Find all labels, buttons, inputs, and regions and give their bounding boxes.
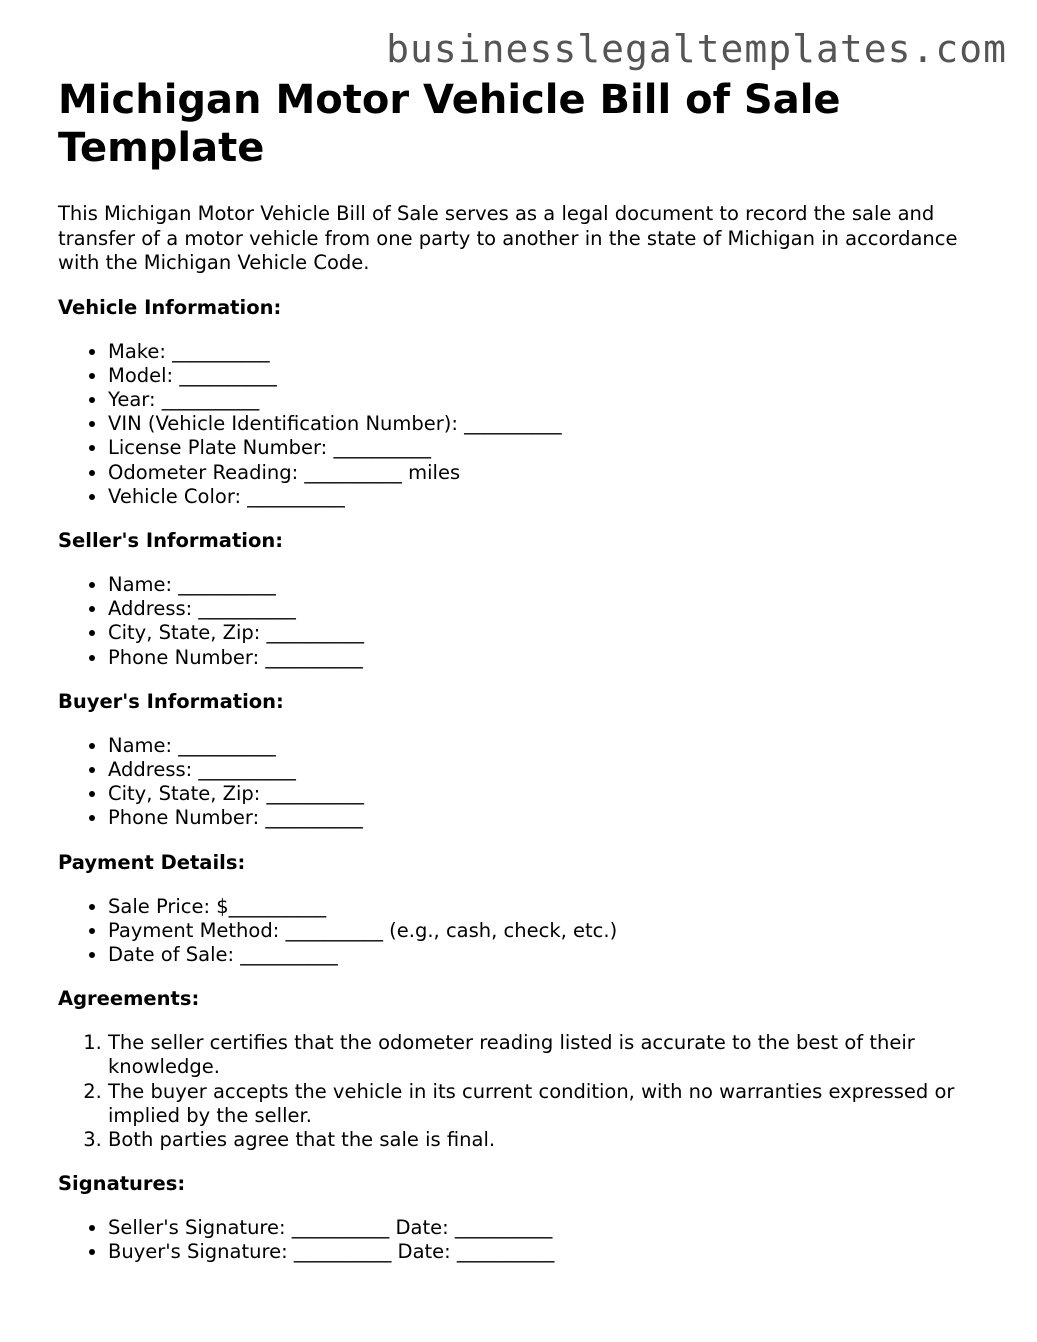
seller-heading: Seller's Information: bbox=[58, 528, 284, 552]
list-item: • Address: __________ bbox=[108, 758, 988, 782]
list-item: • Make: __________ bbox=[108, 340, 988, 364]
list-item: • Buyer's Signature: __________ Date: __________ bbox=[108, 1240, 988, 1264]
vehicle-list bbox=[58, 340, 988, 509]
list-item: • Phone Number: __________ bbox=[108, 806, 988, 830]
intro-paragraph: This Michigan Motor Vehicle Bill of Sale serves as a legal document to record the sale and transfer of a motor vehicle from one party to another in the state of Michigan in accordance with the Michigan Vehicle Code. bbox=[58, 202, 958, 274]
list-item: 1. The seller certifies that the odometer reading listed is accurate to the best of their knowledge. bbox=[108, 1031, 988, 1079]
list-item: • Seller's Signature: __________ Date: __________ bbox=[108, 1216, 988, 1240]
list-item: • Name: __________ bbox=[108, 573, 988, 597]
payment-heading: Payment Details: bbox=[58, 850, 246, 874]
list-item: 3. Both parties agree that the sale is final. bbox=[108, 1128, 988, 1152]
list-item: • Payment Method: __________ (e.g., cash, check, etc.) bbox=[108, 919, 988, 943]
list-item: • VIN (Vehicle Identification Number): __________ bbox=[108, 412, 988, 436]
list-item: • Year: __________ bbox=[108, 388, 988, 412]
watermark: businesslegaltemplates.com bbox=[386, 27, 1007, 71]
list-item: • Name: __________ bbox=[108, 734, 988, 758]
list-item: • Sale Price: $__________ bbox=[108, 895, 988, 919]
list-item: • Model: __________ bbox=[108, 364, 988, 388]
list-item: 2. The buyer accepts the vehicle in its current condition, with no warranties expressed or implied by the seller. bbox=[108, 1080, 988, 1128]
list-item: • Date of Sale: __________ bbox=[108, 943, 988, 967]
buyer-heading: Buyer's Information: bbox=[58, 689, 284, 713]
payment-list bbox=[58, 895, 988, 968]
signatures-list bbox=[58, 1216, 988, 1264]
list-item: • Phone Number: __________ bbox=[108, 646, 988, 670]
list-item: • Vehicle Color: __________ bbox=[108, 485, 988, 509]
agreements-heading: Agreements: bbox=[58, 987, 200, 1011]
page-title: Michigan Motor Vehicle Bill of Sale Template bbox=[58, 77, 841, 171]
buyer-list bbox=[58, 734, 988, 831]
list-item: • City, State, Zip: __________ bbox=[108, 782, 988, 806]
agreements-list bbox=[58, 1031, 988, 1152]
list-item: • Odometer Reading: __________ miles bbox=[108, 461, 988, 485]
vehicle-heading: Vehicle Information: bbox=[58, 295, 282, 319]
list-item: • License Plate Number: __________ bbox=[108, 436, 988, 460]
signatures-heading: Signatures: bbox=[58, 1172, 186, 1196]
document-body bbox=[58, 76, 988, 1285]
list-item: • Address: __________ bbox=[108, 597, 988, 621]
list-item: • City, State, Zip: __________ bbox=[108, 621, 988, 645]
seller-list bbox=[58, 573, 988, 670]
